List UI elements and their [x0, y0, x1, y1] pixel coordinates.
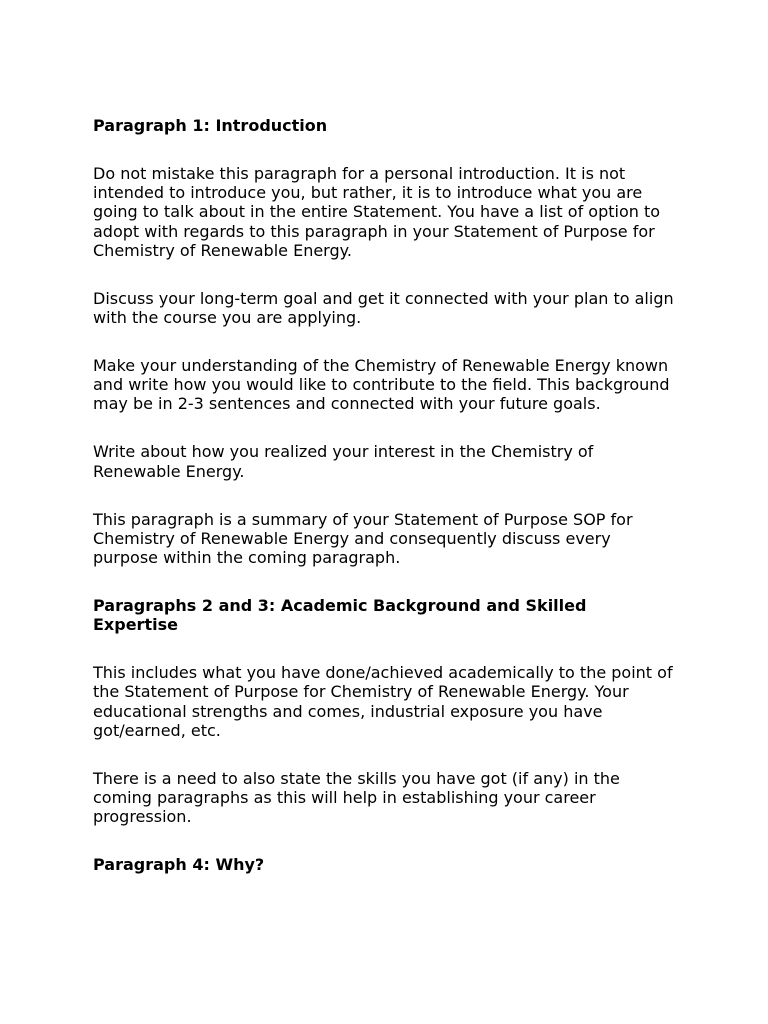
heading-paragraphs-2-and-3: Paragraphs 2 and 3: Academic Background and Skilled Expertise [93, 596, 587, 635]
paragraph-intro-purpose: Do not mistake this paragraph for a personal introduction. It is not intended to introduce you, but rather, it is to introduce what you are going to talk about in the entire Statement. You have a list of option to adopt with regards to this paragraph in your Statement of Purpose for Chemistry of Renewable Energy. [93, 164, 661, 260]
paragraph-skills: There is a need to also state the skills you have got (if any) in the coming paragraphs as this will help in establishing your career progression. [93, 768, 620, 827]
paragraph-academic-achievements: This includes what you have done/achieved academically to the point of the Statement of Purpose for Chemistry of Renewable Energy. Your educational strengths and comes, industrial exposure you have got/earned, etc. [93, 663, 673, 740]
heading-paragraph-4-why: Paragraph 4: Why? [93, 855, 265, 875]
paragraph-understanding-field: Make your understanding of the Chemistry of Renewable Energy known and write how you would like to contribute to the field. This background may be in 2-3 sentences and connected with your future goals. [93, 356, 670, 414]
paragraph-summary: This paragraph is a summary of your Statement of Purpose SOP for Chemistry of Renewable Energy and consequently discuss every purpose within the coming paragraph. [93, 509, 633, 568]
heading-paragraph-1-introduction: Paragraph 1: Introduction [93, 116, 328, 135]
paragraph-realized-interest: Write about how you realized your interest in the Chemistry of Renewable Energy. [93, 442, 594, 481]
paragraph-long-term-goal: Discuss your long-term goal and get it connected with your plan to align with the course you are applying. [93, 288, 674, 328]
